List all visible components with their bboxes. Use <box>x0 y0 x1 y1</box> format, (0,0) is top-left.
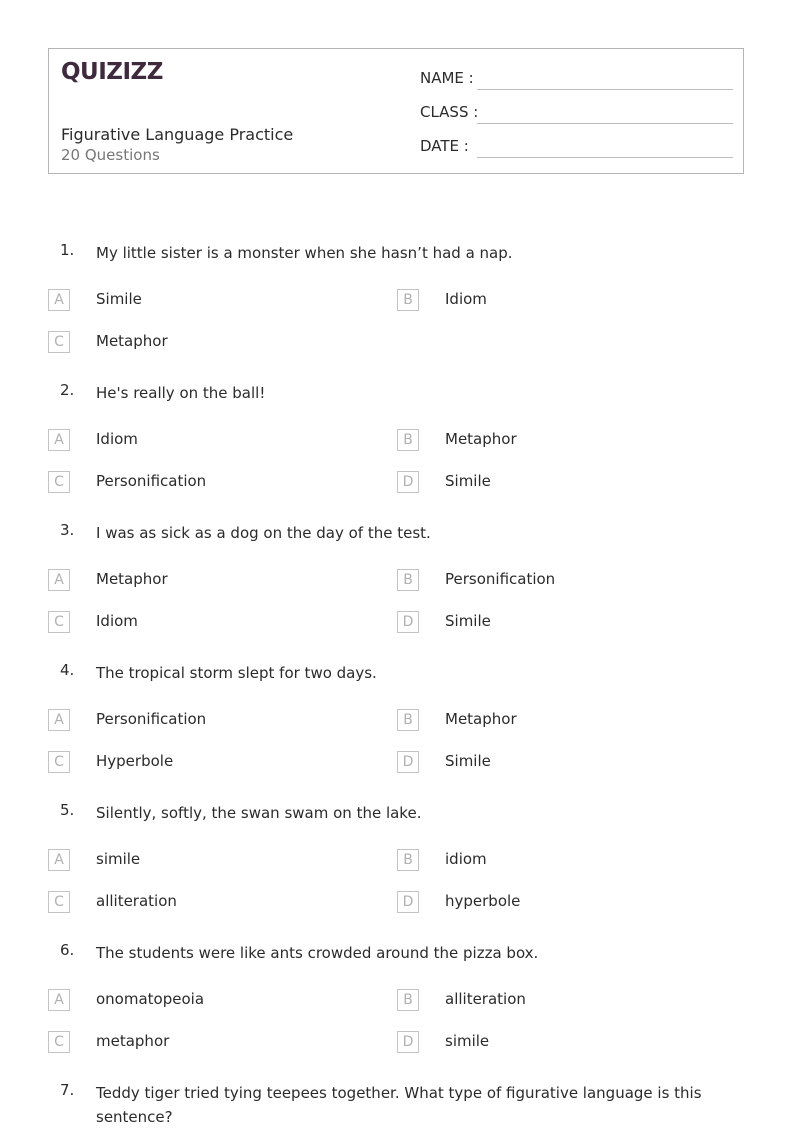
option-text: Simile <box>445 612 491 630</box>
option-letter-box: B <box>397 989 419 1011</box>
question-number: 6. <box>60 941 75 959</box>
option-text: Idiom <box>445 290 487 308</box>
option-letter-box: C <box>48 471 70 493</box>
question-number: 5. <box>60 801 75 819</box>
option-letter-box: C <box>48 891 70 913</box>
option-letter-box: C <box>48 751 70 773</box>
option-letter-box: C <box>48 611 70 633</box>
option-text: Metaphor <box>445 430 517 448</box>
option-text: Simile <box>445 472 491 490</box>
option-letter-box: D <box>397 1031 419 1053</box>
option-text: Metaphor <box>96 570 168 588</box>
option-text: Simile <box>96 290 142 308</box>
option-text: Personification <box>445 570 556 588</box>
class-label: CLASS : <box>420 103 479 121</box>
option-letter-box: B <box>397 709 419 731</box>
option-text: Metaphor <box>445 710 517 728</box>
option-text: simile <box>445 1032 490 1050</box>
option-text: Personification <box>96 472 207 490</box>
option-text: Idiom <box>96 430 138 448</box>
option-text: Simile <box>445 752 491 770</box>
option-letter-box: C <box>48 331 70 353</box>
question-number: 7. <box>60 1081 75 1099</box>
option-letter-box: B <box>397 289 419 311</box>
question-number: 3. <box>60 521 75 539</box>
option-text: alliteration <box>445 990 526 1008</box>
option-text: Personification <box>96 710 207 728</box>
name-label: NAME : <box>420 69 474 87</box>
question-text: The tropical storm slept for two days. <box>96 664 377 682</box>
question-count: 20 Questions <box>61 146 160 164</box>
question-text: The students were like ants crowded around the pizza box. <box>96 944 539 962</box>
option-letter-box: D <box>397 611 419 633</box>
option-text: simile <box>96 850 141 868</box>
class-field[interactable] <box>420 103 733 127</box>
option-text: alliteration <box>96 892 177 910</box>
date-label: DATE : <box>420 137 469 155</box>
option-letter-box: A <box>48 989 70 1011</box>
name-line[interactable] <box>477 89 733 90</box>
date-line[interactable] <box>477 157 733 158</box>
option-text: onomatopeoia <box>96 990 205 1008</box>
option-text: hyperbole <box>445 892 521 910</box>
option-letter-box: C <box>48 1031 70 1053</box>
question-text: My little sister is a monster when she hasn’t had a nap. <box>96 244 513 262</box>
worksheet-header <box>48 48 744 174</box>
quizizz-logo: QUIZIZZ <box>61 59 163 85</box>
class-line[interactable] <box>477 123 733 124</box>
option-text: Idiom <box>96 612 138 630</box>
question-text: Silently, softly, the swan swam on the lake. <box>96 804 422 822</box>
question-text: Teddy tiger tried tying teepees together. What type of figurative language is this sentence? <box>96 1084 702 1126</box>
option-letter-box: B <box>397 849 419 871</box>
option-letter-box: D <box>397 751 419 773</box>
option-text: idiom <box>445 850 487 868</box>
option-letter-box: A <box>48 429 70 451</box>
worksheet-title: Figurative Language Practice <box>61 125 294 144</box>
option-letter-box: B <box>397 569 419 591</box>
option-letter-box: B <box>397 429 419 451</box>
option-letter-box: A <box>48 709 70 731</box>
option-text: metaphor <box>96 1032 170 1050</box>
question-text: I was as sick as a dog on the day of the test. <box>96 524 431 542</box>
question-number: 1. <box>60 241 75 259</box>
option-text: Hyperbole <box>96 752 174 770</box>
option-letter-box: D <box>397 471 419 493</box>
question-number: 4. <box>60 661 75 679</box>
name-field[interactable] <box>420 69 733 93</box>
date-field[interactable] <box>420 137 733 161</box>
question-text: He's really on the ball! <box>96 384 266 402</box>
option-text: Metaphor <box>96 332 168 350</box>
question-number: 2. <box>60 381 75 399</box>
option-letter-box: A <box>48 289 70 311</box>
option-letter-box: A <box>48 569 70 591</box>
option-letter-box: D <box>397 891 419 913</box>
option-letter-box: A <box>48 849 70 871</box>
